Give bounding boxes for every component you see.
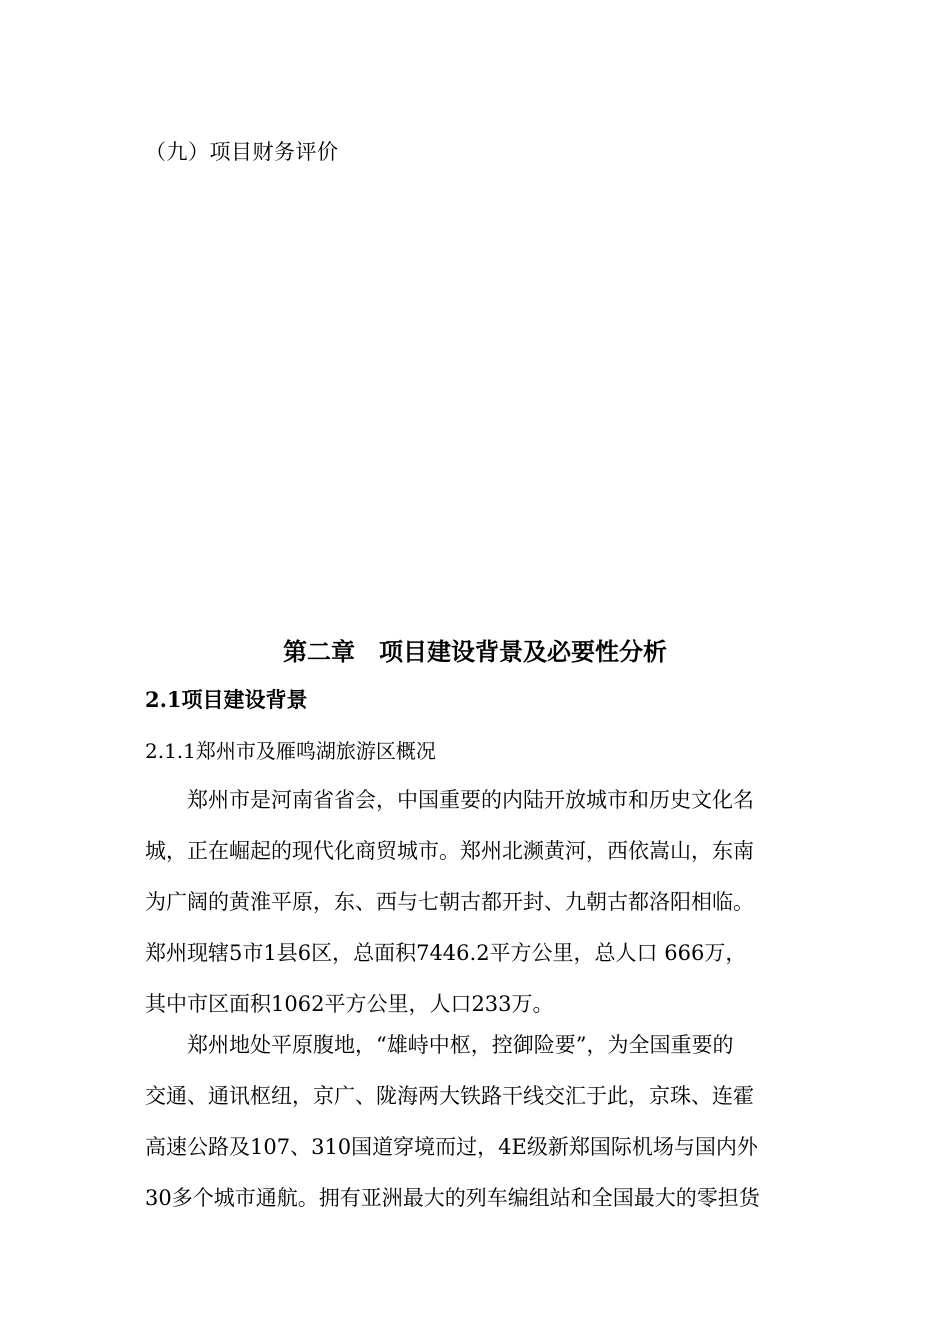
paragraph-line: 郑州市是河南省省会，中国重要的内陆开放城市和历史文化名: [145, 788, 754, 812]
paragraph-transport-hub: [145, 1030, 810, 1234]
paragraph-line: 交通、通讯枢纽，京广、陇海两大铁路干线交汇于此，京珠、连霍: [145, 1084, 754, 1108]
paragraph-line: 城，正在崛起的现代化商贸城市。郑州北濒黄河，西依嵩山，东南: [145, 839, 754, 863]
paragraph-line: 其中市区面积1062平方公里，人口233万。: [145, 992, 554, 1016]
paragraph-line: 为广阔的黄淮平原，东、西与七朝古都开封、九朝古都洛阳相临。: [145, 890, 754, 914]
paragraph-line: 郑州现辖5市1县6区，总面积7446.2平方公里，总人口 666万，: [145, 941, 747, 965]
paragraph-zhengzhou-overview: [145, 785, 810, 1040]
chapter-title: 第二章 项目建设背景及必要性分析: [283, 637, 667, 666]
paragraph-line: 30多个城市通航。拥有亚洲最大的列车编组站和全国最大的零担货: [145, 1186, 760, 1210]
paragraph-line: 高速公路及107、310国道穿境而过，4E级新郑国际机场与国内外: [145, 1135, 758, 1159]
paragraph-line: 郑州地处平原腹地，“雄峙中枢，控御险要”，为全国重要的: [145, 1033, 734, 1057]
section-heading: 2.1项目建设背景: [145, 687, 308, 712]
toc-item-financial-evaluation: （九）项目财务评价: [145, 140, 339, 164]
subsection-heading: 2.1.1郑州市及雁鸣湖旅游区概况: [145, 739, 436, 763]
